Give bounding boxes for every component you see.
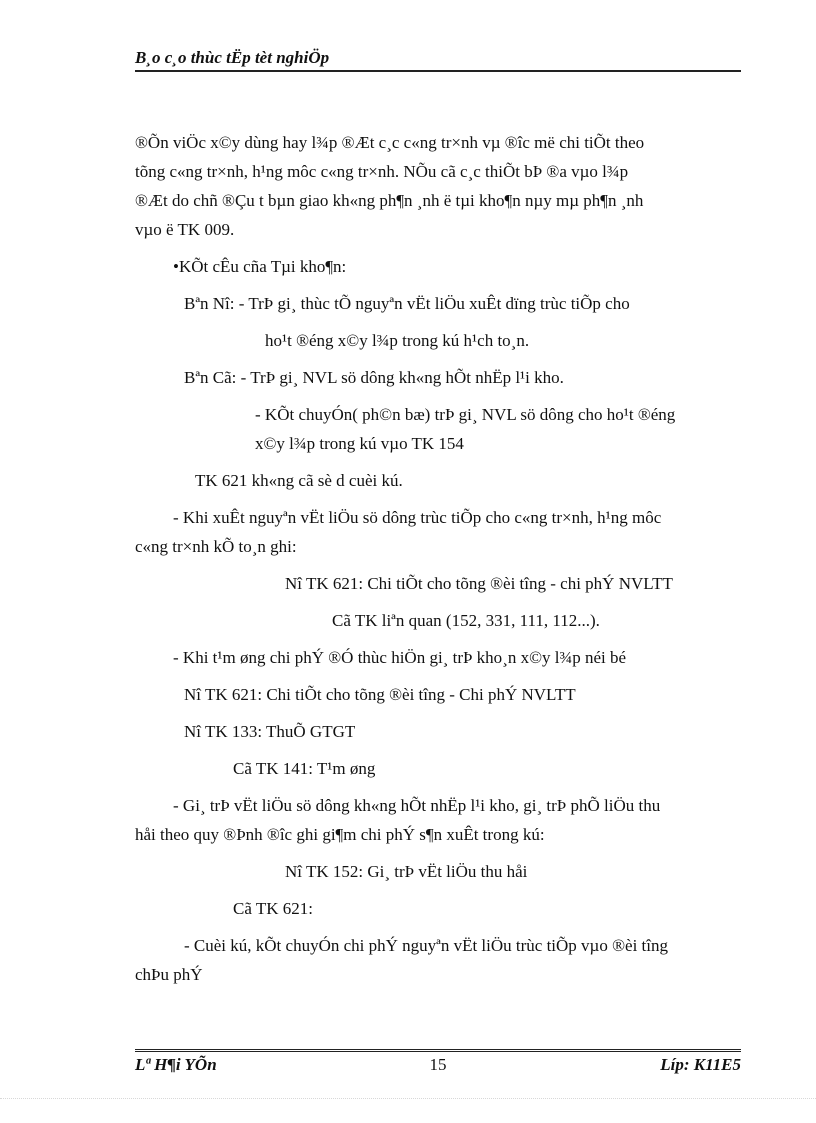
author-name: Lª H¶i YÕn bbox=[135, 1055, 217, 1074]
page-number: 15 bbox=[429, 1055, 447, 1074]
debit-side-line-2: ho¹t ®éng x©y l¾p trong kú h¹ch to¸n. bbox=[265, 331, 530, 350]
entry-2-debit-2: Nî TK 133: ThuÕ GTGT bbox=[184, 722, 356, 741]
structure-heading: •KÕt cÊu cña Tµi kho¶n: bbox=[173, 257, 347, 276]
entry-1-credit: Cã TK liªn quan (152, 331, 111, 112...). bbox=[332, 611, 600, 630]
credit-side-line-1: Bªn Cã: - TrÞ gi¸ NVL sö dông kh«ng hÕt nhËp l¹i kho. bbox=[184, 368, 564, 387]
entry-2-debit-1: Nî TK 621: Chi tiÕt cho tõng ®èi tîng - Chi phÝ NVLTT bbox=[184, 685, 576, 704]
closing-line-1: - Cuèi kú, kÕt chuyÓn chi phÝ nguyªn vËt liÖu trùc tiÕp vµo ®èi tîng bbox=[184, 936, 668, 955]
entry-3-debit: Nî TK 152: Gi¸ trÞ vËt liÖu thu håi bbox=[285, 862, 528, 881]
issue-line-1: - Khi xuÊt nguyªn vËt liÖu sö dông trùc tiÕp cho c«ng tr×nh, h¹ng môc bbox=[173, 508, 662, 527]
entry-2-credit: Cã TK 141: T¹m øng bbox=[233, 759, 376, 778]
intro-line-4: vµo ë TK 009. bbox=[135, 220, 235, 239]
credit-side-line-2 bbox=[135, 400, 740, 458]
paragraph-issue bbox=[135, 503, 740, 561]
paragraph-intro bbox=[135, 128, 740, 244]
paragraph-return bbox=[135, 791, 740, 849]
page-header bbox=[135, 48, 741, 72]
intro-line-2: tõng c«ng tr×nh, h¹ng môc c«ng tr×nh. NÕu cã c¸c thiÕt bÞ ®a vµo l¾p bbox=[135, 162, 629, 181]
credit-line-2a: - KÕt chuyÓn( ph©n bæ) trÞ gi¸ NVL sö dông cho ho¹t ®éng bbox=[255, 405, 676, 424]
intro-line-3: ®Æt do chñ ®Çu t bµn giao kh«ng ph¶n ¸nh ë tµi kho¶n nµy mµ ph¶n ¸nh bbox=[135, 191, 644, 210]
debit-side-line-1: Bªn Nî: - TrÞ gi¸ thùc tÕ nguyªn vËt liÖu xuÊt dïng trùc tiÕp cho bbox=[184, 294, 630, 313]
closing-line-2: chÞu phÝ bbox=[135, 965, 203, 984]
entry-1-debit: Nî TK 621: Chi tiÕt cho tõng ®èi tîng - chi phÝ NVLTT bbox=[285, 574, 673, 593]
no-balance-note: TK 621 kh«ng cã sè d cuèi kú. bbox=[195, 471, 403, 490]
intro-line-1: ®Õn viÖc x©y dùng hay l¾p ®Æt c¸c c«ng tr×nh vµ ®îc më chi tiÕt theo bbox=[135, 133, 645, 152]
issue-line-2: c«ng tr×nh kÕ to¸n ghi: bbox=[135, 537, 297, 556]
report-title: B¸o c¸o thùc tËp tèt nghiÖp bbox=[135, 48, 330, 67]
class-label: Líp: K11E5 bbox=[660, 1055, 741, 1074]
paragraph-closing bbox=[135, 931, 740, 989]
return-line-2: håi theo quy ®Þnh ®îc ghi gi¶m chi phÝ s¶n xuÊt trong kú: bbox=[135, 825, 545, 844]
return-line-1: - Gi¸ trÞ vËt liÖu sö dông kh«ng hÕt nhËp l¹i kho, gi¸ trÞ phÕ liÖu thu bbox=[173, 796, 661, 815]
document-body bbox=[135, 128, 740, 989]
entry-3-credit: Cã TK 621: bbox=[233, 899, 313, 918]
credit-line-2b: x©y l¾p trong kú vµo TK 154 bbox=[255, 434, 464, 453]
footer-rule bbox=[135, 1049, 741, 1052]
paragraph-advance: - Khi t¹m øng chi phÝ ®Ó thùc hiÖn gi¸ trÞ kho¸n x©y l¾p néi bé bbox=[173, 648, 627, 667]
page-edge-divider bbox=[0, 1098, 816, 1099]
